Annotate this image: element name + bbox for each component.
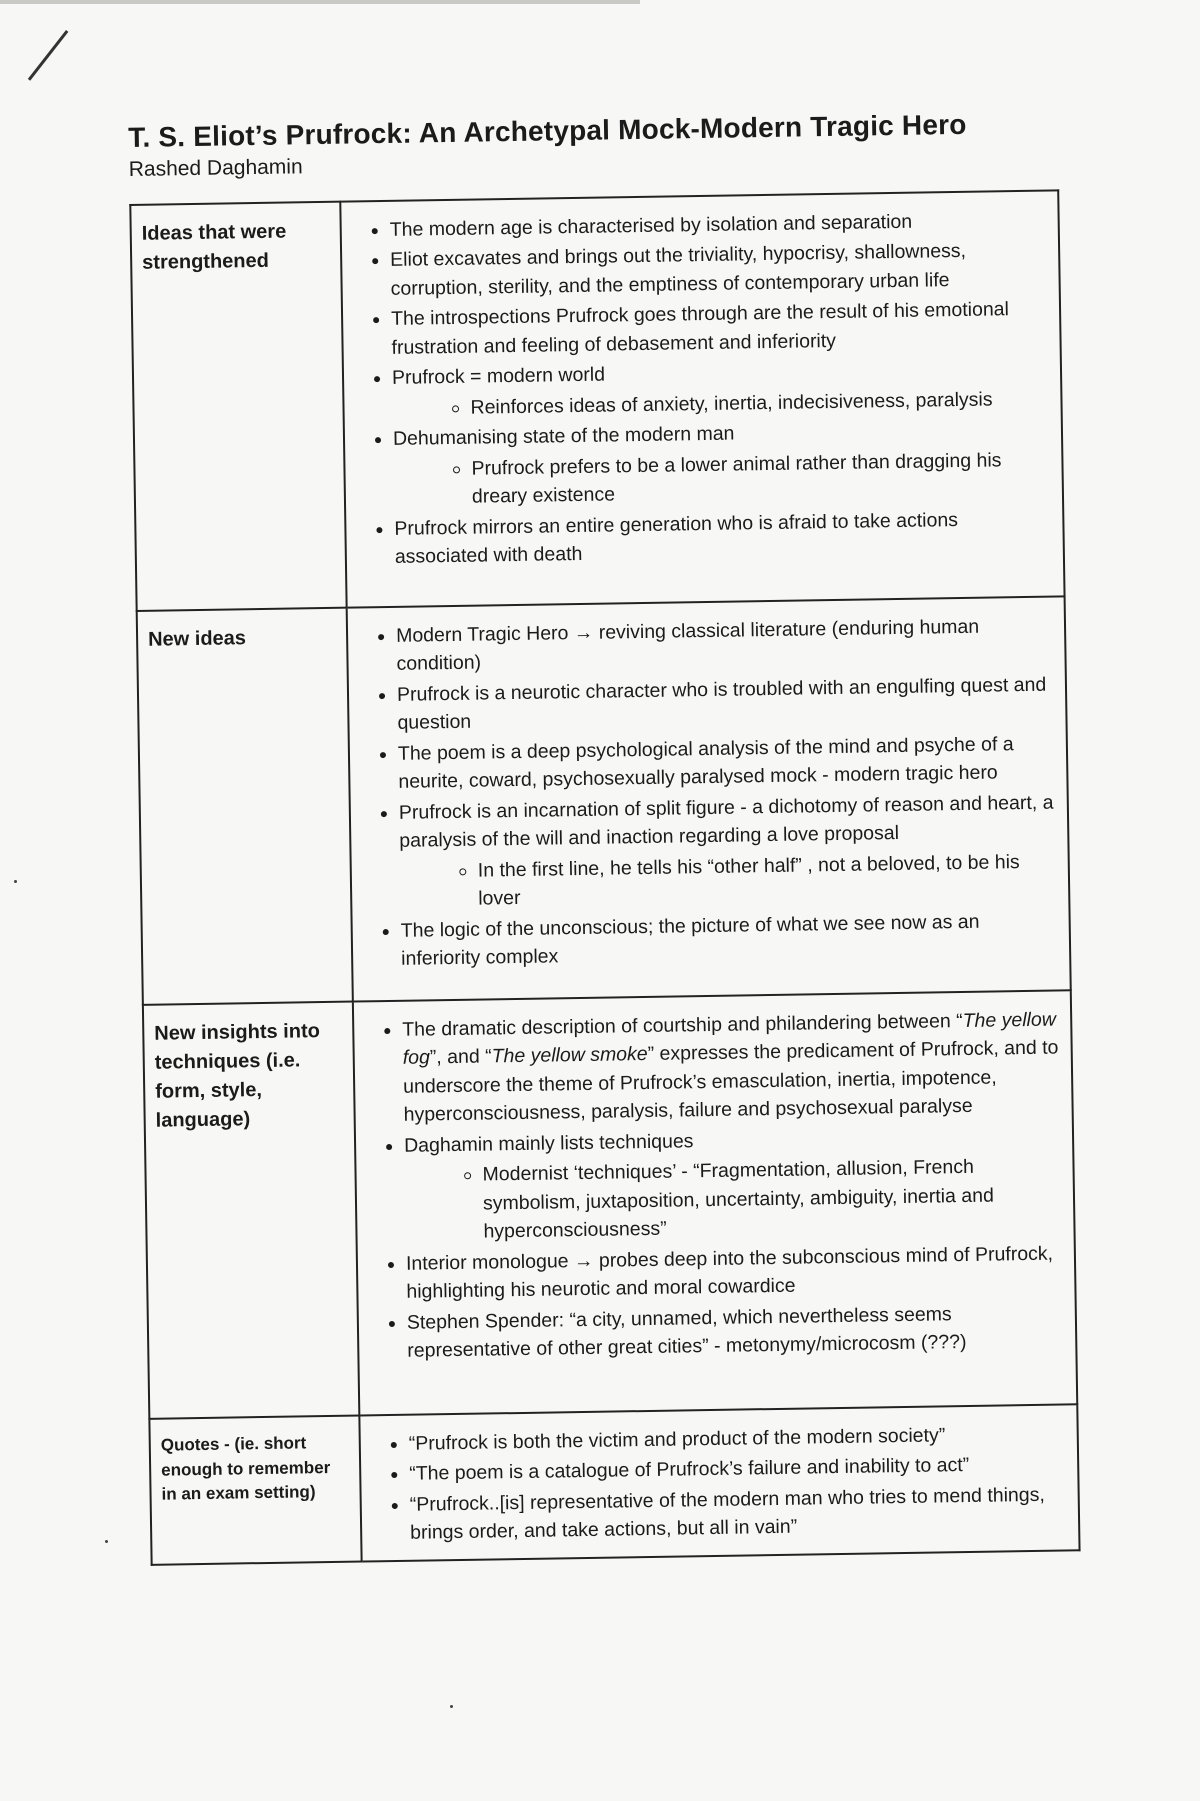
pen-mark	[28, 30, 69, 81]
row-label: Ideas that were strengthened	[130, 202, 346, 611]
speck	[450, 1705, 453, 1708]
list-item	[393, 415, 1050, 513]
list-item: • Interior monologue → probes deep into the subconscious mind of Prufrock, highlighting his neurotic and moral cowardice	[406, 1239, 1063, 1306]
row-content	[340, 190, 1064, 607]
list-item-text: Daghamin mainly lists techniques	[403, 1130, 694, 1157]
row-content	[353, 990, 1077, 1415]
text-run: ” expresses the predicament of Prufrock, and to underscore the theme of Prufrock’s emasculation, inertia, impotence, hyperconsciousness, paralysis, failure and psychosexual paralyse	[403, 1036, 1059, 1127]
list-item: • Eliot excavates and brings out the triviality, hypocrisy, shallowness, corruption, sterility, and the emptiness of contemporary urban life	[390, 236, 1047, 303]
list-item	[392, 354, 1049, 423]
list-item-text: Prufrock is an incarnation of split figure - a dichotomy of reason and heart, a paralysis of the will and inaction regarding a love proposal	[398, 791, 1054, 853]
text-run: ”, and “	[429, 1045, 492, 1069]
italic-quote: The yellow fog	[402, 1008, 1057, 1070]
list-item	[404, 1121, 1062, 1247]
table-row	[130, 190, 1064, 611]
text-run: The dramatic description of courtship and philandering between “	[402, 1010, 963, 1041]
row-label: New ideas	[137, 608, 353, 1005]
list-item: • “Prufrock is both the victim and product of the modern society”	[409, 1419, 1065, 1458]
row-content	[347, 596, 1071, 1001]
sub-list-item: ◦ Prufrock prefers to be a lower animal rather than dragging his dreary existence	[471, 445, 1050, 511]
speck	[14, 880, 17, 883]
sub-list-item: ◦ Reinforces ideas of anxiety, inertia, indecisiveness, paralysis	[470, 384, 1048, 422]
sub-list-item: ◦ In the first line, he tells his “other half” , not a beloved, to be his lover	[478, 847, 1057, 913]
list-item: • Prufrock mirrors an entire generation who is afraid to take actions associated with death	[394, 504, 1051, 571]
row-label: New insights into techniques (i.e. form, style, language)	[143, 1002, 359, 1419]
list-item: • “The poem is a catalogue of Prufrock’s failure and inability to act”	[409, 1450, 1065, 1489]
notes-table	[129, 189, 1080, 1565]
scan-edge-shadow	[0, 0, 640, 4]
list-item: • The logic of the unconscious; the picture of what we see now as an inferiority complex	[401, 906, 1058, 973]
list-item	[399, 788, 1057, 914]
list-item	[402, 1006, 1060, 1130]
italic-quote: The yellow smoke	[491, 1043, 648, 1068]
table-row	[137, 596, 1071, 1005]
speck	[105, 1540, 108, 1543]
list-item: • Prufrock is a neurotic character who is troubled with an engulfing quest and question	[397, 670, 1054, 737]
list-item-text: Dehumanising state of the modern man	[392, 422, 735, 451]
list-item: • Stephen Spender: “a city, unnamed, which nevertheless seems representative of other great cities” - metonymy/microcosm (???)	[407, 1298, 1064, 1365]
table-row	[143, 990, 1077, 1419]
list-item: • The modern age is characterised by isolation and separation	[390, 206, 1046, 245]
list-item-text: Prufrock = modern world	[391, 363, 606, 390]
row-label: Quotes - (ie. short enough to remember in an exam setting)	[149, 1416, 361, 1565]
document-title: T. S. Eliot’s Prufrock: An Archetypal Mock-Modern Tragic Hero	[128, 108, 967, 153]
list-item: • The introspections Prufrock goes through are the result of his emotional frustration and feeling of debasement and inferiority	[391, 295, 1048, 362]
list-item: • Modern Tragic Hero → reviving classical literature (enduring human condition)	[396, 612, 1053, 679]
table-row	[149, 1404, 1079, 1565]
sub-list-item: ◦ Modernist ‘techniques’ - “Fragmentation, allusion, French symbolism, juxtaposition, uncertainty, ambiguity, inertia and hyperconsciousness”	[482, 1152, 1061, 1246]
document-author: Rashed Daghamin	[128, 155, 303, 181]
list-item: • The poem is a deep psychological analysis of the mind and psyche of a neurite, coward, psychosexually paralysed mock - modern tragic hero	[398, 729, 1055, 796]
row-content	[359, 1404, 1079, 1561]
document	[128, 107, 1081, 1565]
list-item: • “Prufrock..[is] representative of the modern man who tries to mend things, brings order, and take actions, but all in vain”	[410, 1480, 1067, 1547]
